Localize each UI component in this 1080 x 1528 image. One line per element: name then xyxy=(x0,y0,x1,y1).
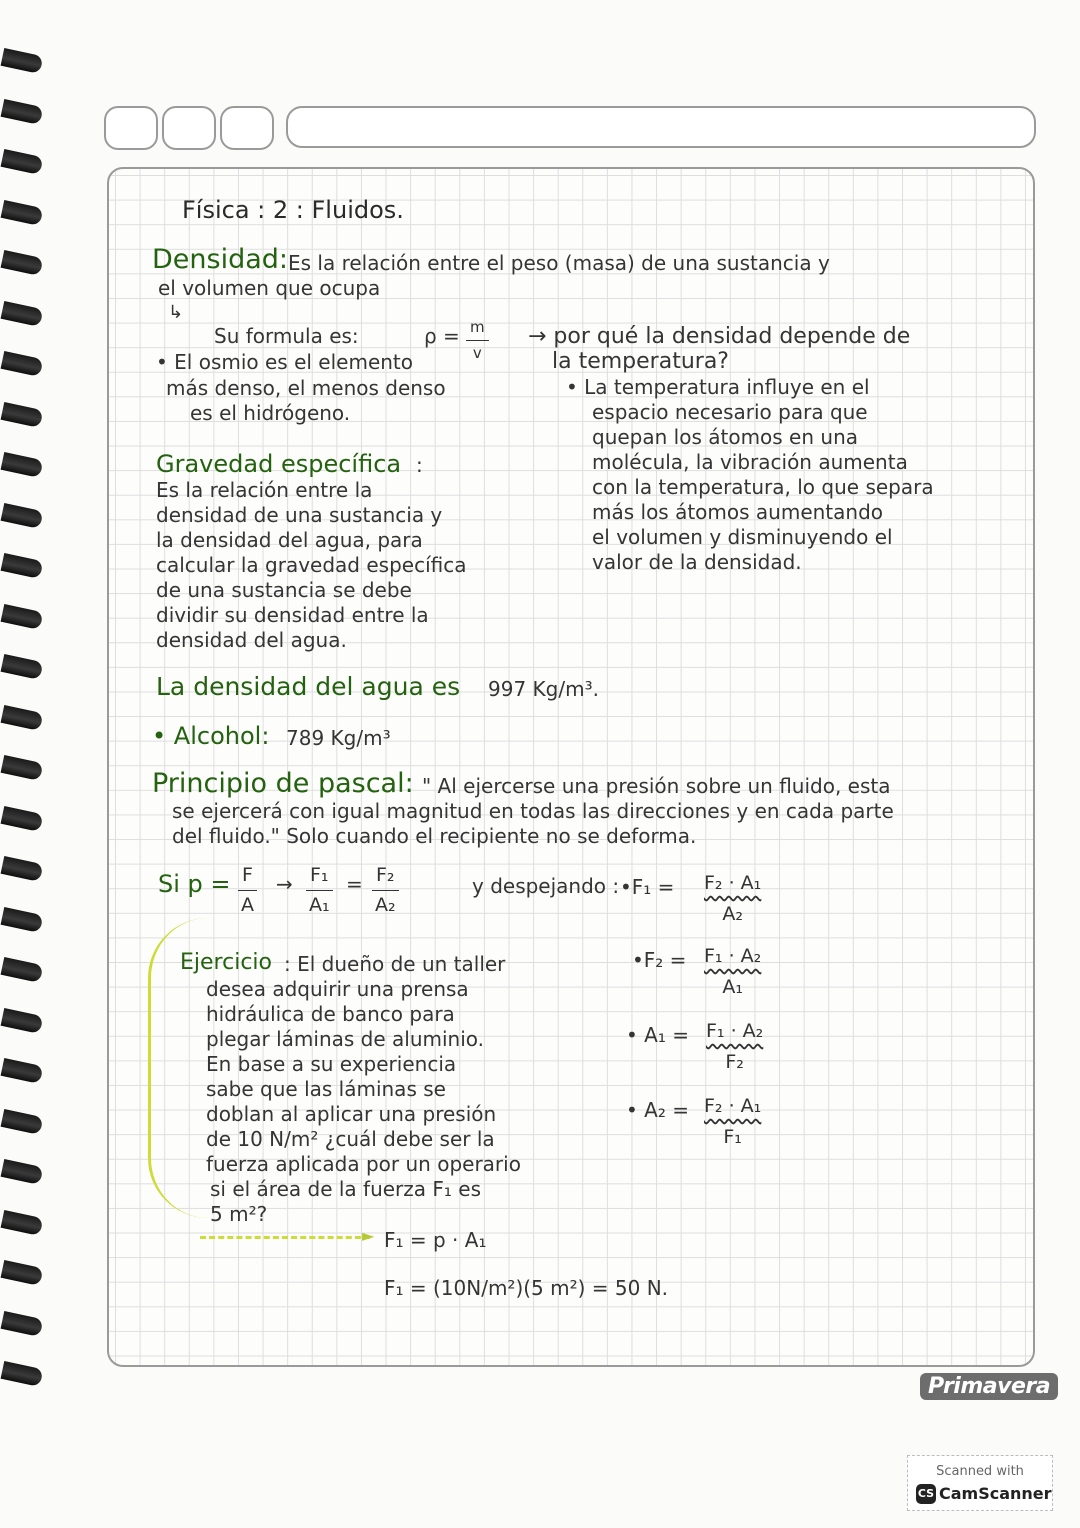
osmio-line: es el hidrógeno. xyxy=(190,401,351,425)
connector-arrow-icon: ► xyxy=(362,1226,375,1245)
formula-label: Su formula es: xyxy=(214,324,359,348)
spiral-coil xyxy=(1,1210,44,1236)
ejercicio-line: fuerza aplicada por un operario xyxy=(206,1152,521,1176)
temperature-answer-line: con la temperatura, lo que separa xyxy=(592,475,934,499)
spiral-coil xyxy=(1,553,44,579)
temperature-answer-line: más los átomos aumentando xyxy=(592,500,884,524)
ejercicio-line: doblan al aplicar una presión xyxy=(206,1102,497,1126)
ejercicio-line: plegar láminas de aluminio. xyxy=(206,1027,485,1051)
f2-a2-fraction xyxy=(372,866,399,915)
gravedad-colon: : xyxy=(416,453,423,477)
spiral-coil xyxy=(1,351,44,377)
spiral-coil xyxy=(1,604,44,630)
despejando-label: y despejando : xyxy=(472,874,620,898)
ejercicio-line: desea adquirir una prensa xyxy=(206,977,469,1001)
gravedad-line: densidad del agua. xyxy=(156,628,347,652)
spiral-coil xyxy=(1,1109,44,1135)
ejercicio-line: En base a su experiencia xyxy=(206,1052,457,1076)
gravedad-line: dividir su densidad entre la xyxy=(156,603,429,627)
solution-result: F₁ = (10N/m²)(5 m²) = 50 N. xyxy=(384,1276,669,1300)
spiral-coil xyxy=(1,452,44,478)
spiral-coil xyxy=(1,957,44,983)
temperature-answer-line: valor de la densidad. xyxy=(592,550,802,574)
derived-formula-label: • A₂ = xyxy=(626,1098,689,1122)
arrow-icon: → xyxy=(276,872,293,896)
fraction-denominator: A₁ xyxy=(722,976,743,998)
fraction-denominator: A xyxy=(240,894,254,916)
alcohol-heading: • Alcohol: xyxy=(152,722,270,750)
fraction-bar xyxy=(372,890,399,891)
gravedad-line: de una sustancia se debe xyxy=(156,578,412,602)
ejercicio-line: si el área de la fuerza F₁ es xyxy=(210,1177,481,1201)
fraction-numerator: m xyxy=(470,318,485,336)
pressure-fraction xyxy=(238,866,257,915)
densidad-heading: Densidad: xyxy=(152,244,289,275)
spiral-coil xyxy=(1,856,44,882)
derived-formula-fraction xyxy=(700,947,765,997)
spiral-coil xyxy=(1,907,44,933)
spiral-coil xyxy=(1,149,44,175)
equals-sign: = xyxy=(346,872,363,896)
fraction-denominator: A₂ xyxy=(374,894,396,916)
exercise-dashed-connector xyxy=(200,1236,370,1239)
osmio-line: • El osmio es el elemento xyxy=(156,350,414,374)
spiral-coil xyxy=(1,1058,44,1084)
ejercicio-first-line: : El dueño de un taller xyxy=(284,952,506,976)
header-title-box xyxy=(286,106,1036,148)
alcohol-value: 789 Kg/m³ xyxy=(286,726,391,750)
fraction-denominator: A₁ xyxy=(308,894,330,916)
fraction-denominator: F₁ xyxy=(723,1126,742,1148)
scanned-with-label: Scanned with xyxy=(936,1464,1024,1479)
gravedad-line: Es la relación entre la xyxy=(156,478,373,502)
density-formula-fraction xyxy=(466,320,489,361)
derived-formula-label: • A₁ = xyxy=(626,1023,689,1047)
temperature-question: la temperatura? xyxy=(552,349,729,374)
pascal-line: se ejercerá con igual magnitud en todas las direcciones y en cada parte xyxy=(172,799,894,823)
fraction-numerator: F₂ · A₁ xyxy=(704,872,762,894)
spiral-coil xyxy=(1,806,44,832)
osmio-line: más denso, el menos denso xyxy=(166,376,446,400)
spiral-coil xyxy=(1,200,44,226)
derived-formula-fraction xyxy=(702,1022,767,1072)
agua-value: 997 Kg/m³. xyxy=(488,677,599,701)
spiral-coil xyxy=(1,1260,44,1286)
gravedad-line: calcular la gravedad específica xyxy=(156,553,467,577)
pascal-line: del fluido." Solo cuando el recipiente no se deforma. xyxy=(172,824,697,848)
spiral-coil xyxy=(1,705,44,731)
spiral-coil xyxy=(1,99,44,125)
formula-si: Si p = xyxy=(158,870,231,898)
gravedad-line: densidad de una sustancia y xyxy=(156,503,443,527)
pascal-line: " Al ejercerse una presión sobre un fluido, esta xyxy=(422,774,891,798)
camscanner-logo-icon: CS xyxy=(916,1484,936,1504)
gravedad-line: la densidad del agua, para xyxy=(156,528,423,552)
camscanner-watermark xyxy=(907,1455,1053,1511)
fraction-bar xyxy=(306,890,333,891)
spiral-coil xyxy=(1,1361,44,1387)
spiral-coil xyxy=(1,1159,44,1185)
densidad-text: Es la relación entre el peso (masa) de una sustancia y xyxy=(288,251,830,275)
fraction-denominator: v xyxy=(472,344,482,362)
ejercicio-line: de 10 N/m² ¿cuál debe ser la xyxy=(206,1127,495,1151)
spiral-coil xyxy=(1,1008,44,1034)
fraction-numerator: F xyxy=(242,864,253,886)
temperature-answer-line: quepan los átomos en una xyxy=(592,425,859,449)
derived-formula-label: •F₂ = xyxy=(632,948,687,972)
densidad-text: el volumen que ocupa xyxy=(158,276,381,300)
header-tab-box xyxy=(220,106,274,150)
solution-formula: F₁ = p · A₁ xyxy=(384,1228,487,1252)
spiral-coil xyxy=(1,654,44,680)
spiral-binding xyxy=(0,40,60,1420)
fraction-bar xyxy=(466,340,489,341)
fraction-numerator: F₁ · A₂ xyxy=(706,1020,764,1042)
spiral-coil xyxy=(1,250,44,276)
spiral-coil xyxy=(1,301,44,327)
fraction-denominator: A₂ xyxy=(722,903,743,925)
formula-lhs: ρ = xyxy=(424,324,460,348)
camscanner-name: CamScanner xyxy=(939,1484,1052,1503)
header-tab-box xyxy=(104,106,158,150)
spiral-coil xyxy=(1,755,44,781)
temperature-answer-line: molécula, la vibración aumenta xyxy=(592,450,908,474)
header-tab-box xyxy=(162,106,216,150)
derived-formula-fraction xyxy=(700,874,765,924)
derived-formula-label: •F₁ = xyxy=(620,875,675,899)
gravedad-heading: Gravedad específica xyxy=(156,450,402,478)
spiral-coil xyxy=(1,1311,44,1337)
temperature-question: → por qué la densidad depende de xyxy=(528,324,911,349)
pascal-heading: Principio de pascal: xyxy=(152,768,414,799)
agua-heading: La densidad del agua es xyxy=(156,672,461,701)
spiral-coil xyxy=(1,48,44,74)
spiral-coil xyxy=(1,402,44,428)
fraction-numerator: F₂ · A₁ xyxy=(704,1095,762,1117)
fraction-denominator: F₂ xyxy=(725,1051,744,1073)
temperature-answer-line: • La temperatura influye en el xyxy=(566,375,870,399)
spiral-coil xyxy=(1,503,44,529)
fraction-numerator: F₁ xyxy=(310,864,329,886)
ejercicio-line: hidráulica de banco para xyxy=(206,1002,455,1026)
fraction-bar xyxy=(238,890,257,891)
ejercicio-line: 5 m²? xyxy=(210,1202,268,1226)
primavera-logo: Primavera xyxy=(920,1373,1058,1400)
temperature-answer-line: espacio necesario para que xyxy=(592,400,868,424)
page-title: Física : 2 : Fluidos. xyxy=(182,196,404,224)
curved-arrow-icon: ↳ xyxy=(168,302,184,323)
derived-formula-fraction xyxy=(700,1097,765,1147)
fraction-numerator: F₁ · A₂ xyxy=(704,945,762,967)
fraction-numerator: F₂ xyxy=(376,864,395,886)
temperature-answer-line: el volumen y disminuyendo el xyxy=(592,525,893,549)
ejercicio-line: sabe que las láminas se xyxy=(206,1077,446,1101)
ejercicio-heading: Ejercicio xyxy=(180,950,272,975)
f1-a1-fraction xyxy=(306,866,333,915)
